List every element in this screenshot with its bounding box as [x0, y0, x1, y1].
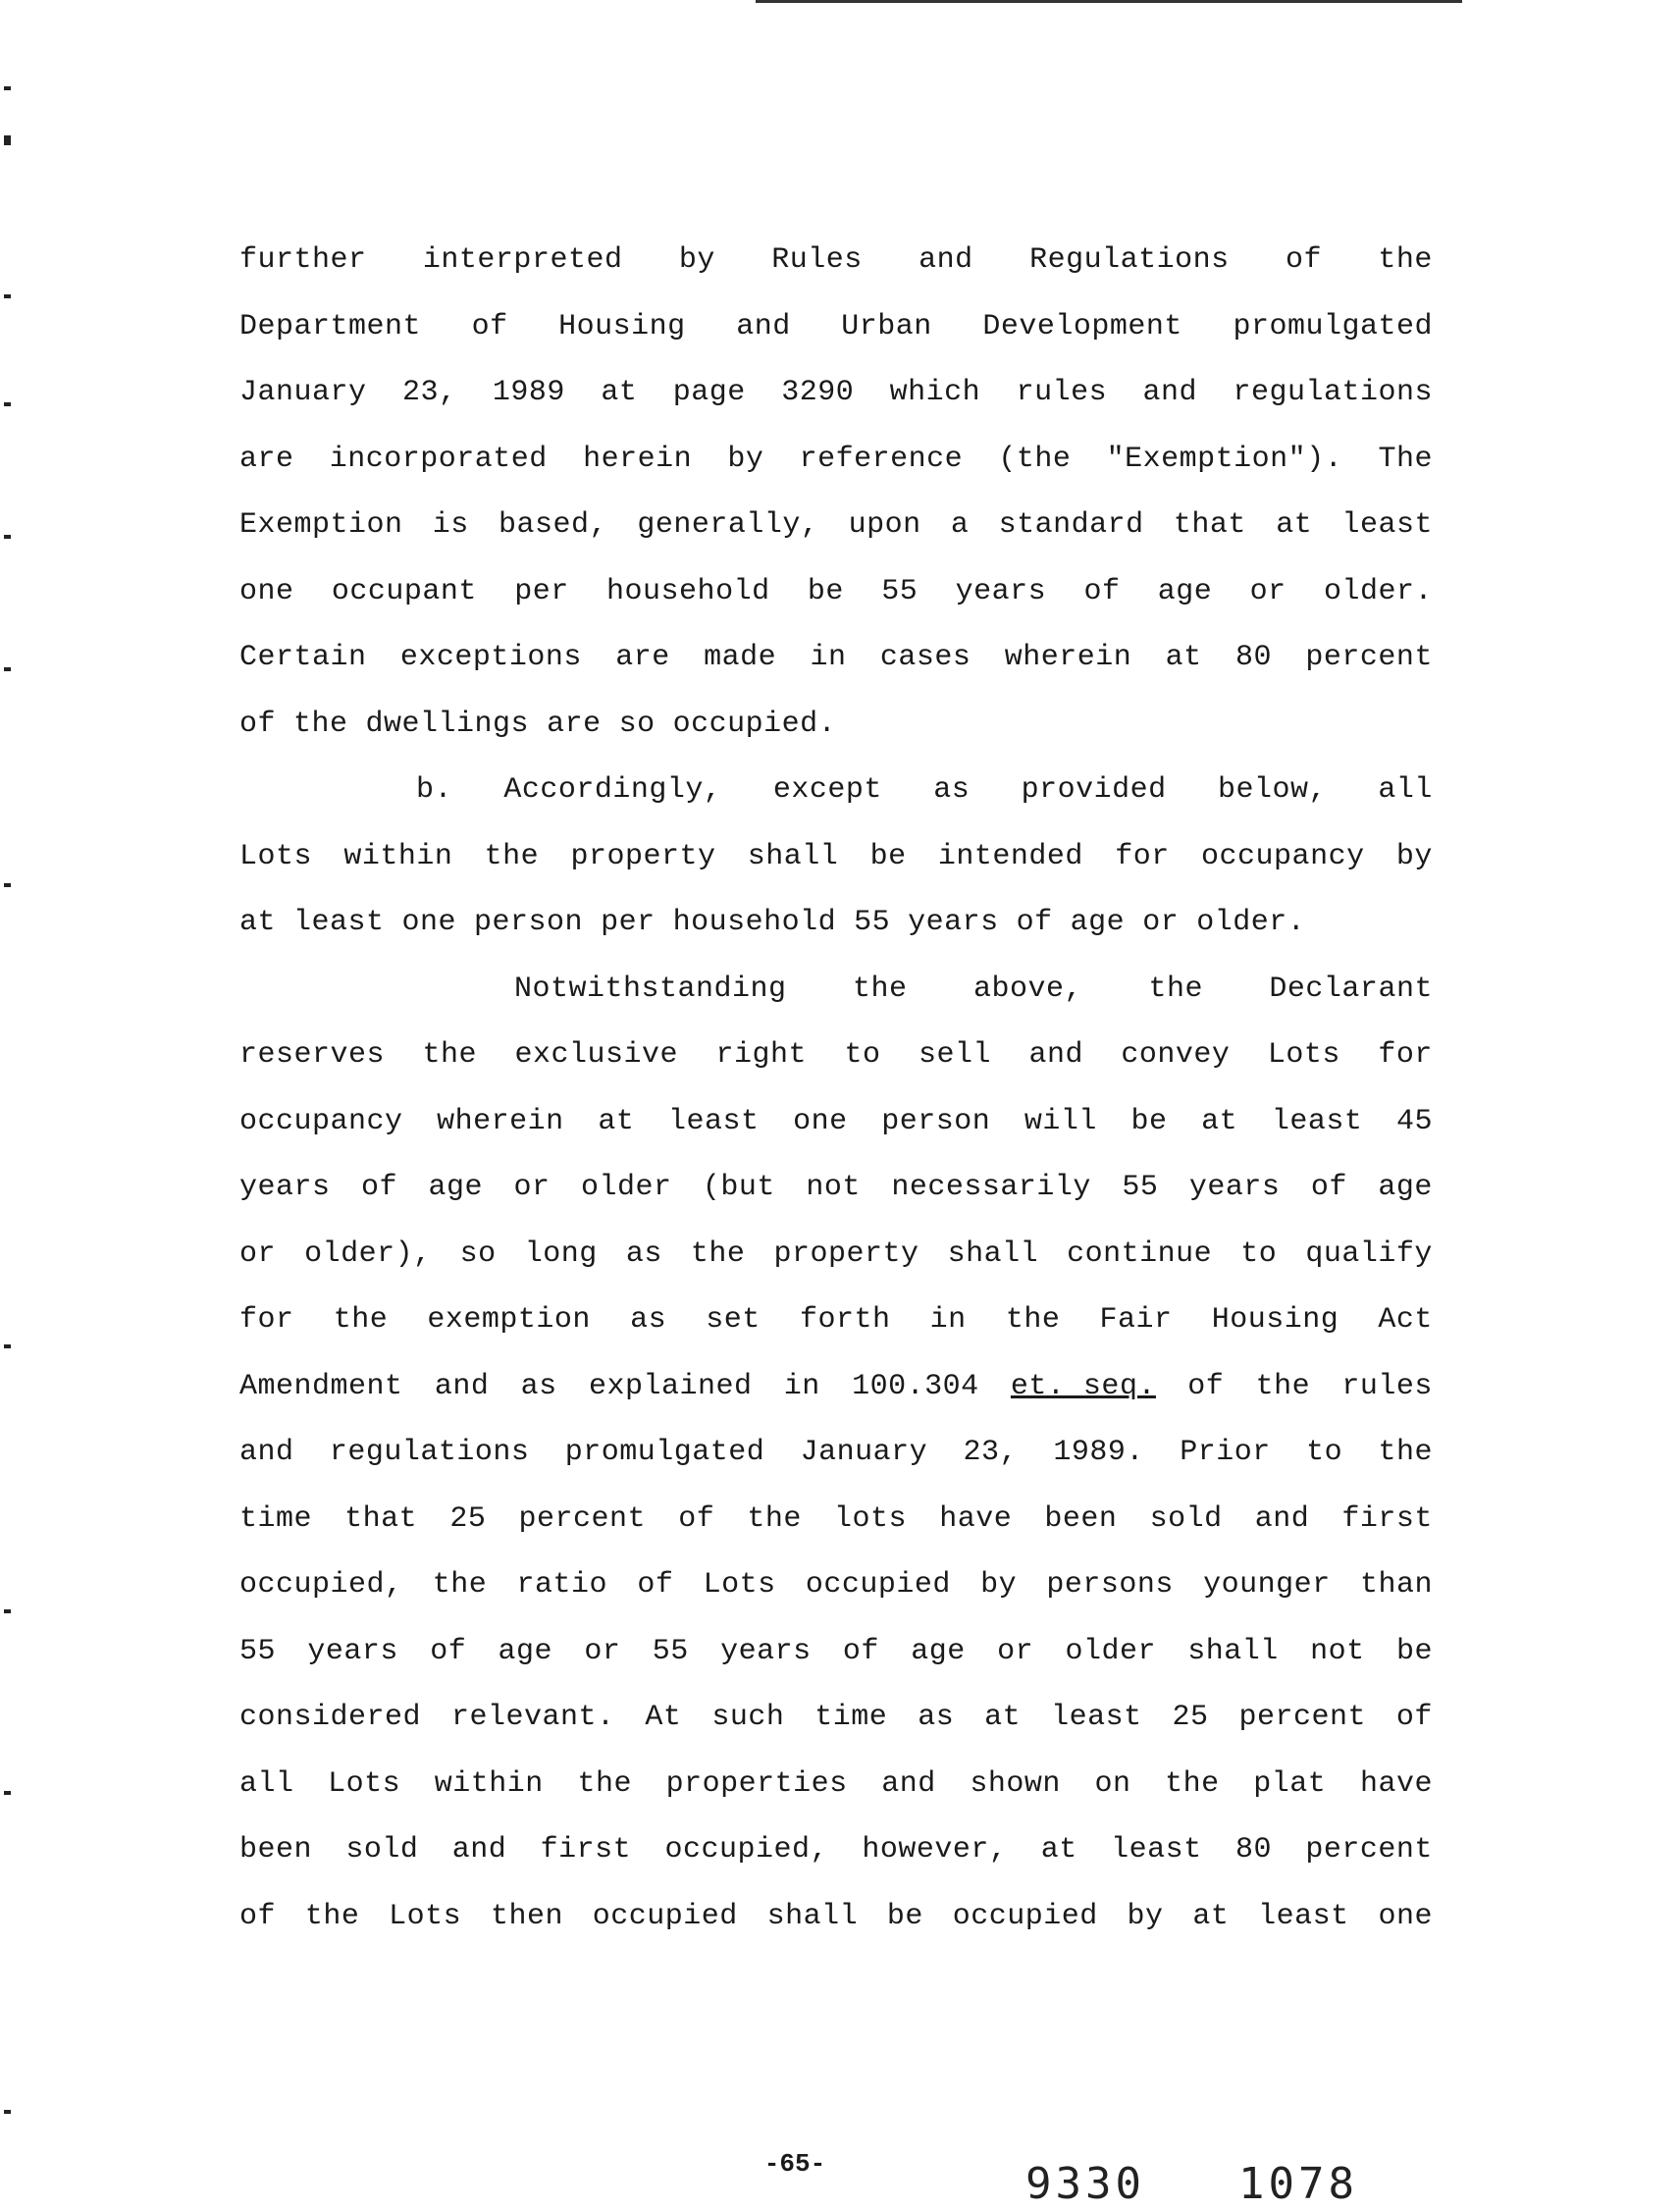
text-line: occupied, the ratio of Lots occupied by persons younger than	[239, 1568, 1433, 1602]
scan-edge	[0, 0, 12, 2198]
scan-top-rule	[756, 0, 1462, 3]
text-line: are incorporated herein by reference (the "Exemption"). The	[239, 442, 1433, 476]
page-number: -65-	[763, 2149, 826, 2179]
text-line: occupancy wherein at least one person will be at least 45	[239, 1104, 1433, 1138]
text-line: for the exemption as set forth in the Fair Housing Act	[239, 1303, 1433, 1337]
text-line: or older), so long as the property shall continue to qualify	[239, 1236, 1433, 1271]
text-line: further interpreted by Rules and Regulations of the	[239, 243, 1433, 277]
text-line: Certain exceptions are made in cases wherein at 80 percent	[239, 641, 1433, 674]
text-line: one occupant per household be 55 years of age or older.	[239, 574, 1433, 608]
text-line: of the dwellings are so occupied.	[239, 707, 837, 741]
text-line: Exemption is based, generally, upon a standard that at least	[239, 508, 1433, 542]
text-line: Department of Housing and Urban Development promulgated	[239, 309, 1433, 343]
text-line: 55 years of age or 55 years of age or older shall not be	[239, 1634, 1433, 1668]
text-line: of the Lots then occupied shall be occupied by at least one	[239, 1899, 1433, 1933]
body-text	[239, 240, 1433, 1963]
text-line: all Lots within the properties and shown on the plat have	[239, 1766, 1433, 1801]
text-line: and regulations promulgated January 23, 1989. Prior to the	[239, 1436, 1433, 1469]
text-line: reserves the exclusive right to sell and convey Lots for	[239, 1038, 1433, 1072]
text-line: been sold and first occupied, however, at least 80 percent	[239, 1833, 1433, 1867]
text-line: time that 25 percent of the lots have been sold and first	[239, 1501, 1433, 1536]
page-stamp: 1078	[1238, 2159, 1358, 2209]
text-line: at least one person per household 55 years of age or older.	[239, 906, 1306, 939]
text-line: January 23, 1989 at page 3290 which rules and regulations	[239, 376, 1433, 409]
text-line: years of age or older (but not necessarily 55 years of age	[239, 1171, 1433, 1204]
text-line: considered relevant. At such time as at least 25 percent of	[239, 1701, 1433, 1734]
book-stamp: 9330	[1025, 2159, 1145, 2209]
text-line: Amendment and as explained in 100.304 et. seq. of the rules	[239, 1369, 1433, 1403]
text-line: Lots within the property shall be intended for occupancy by	[239, 839, 1433, 873]
text-line: b. Accordingly, except as provided below, all	[416, 773, 1433, 807]
text-line: Notwithstanding the above, the Declarant	[514, 972, 1433, 1006]
